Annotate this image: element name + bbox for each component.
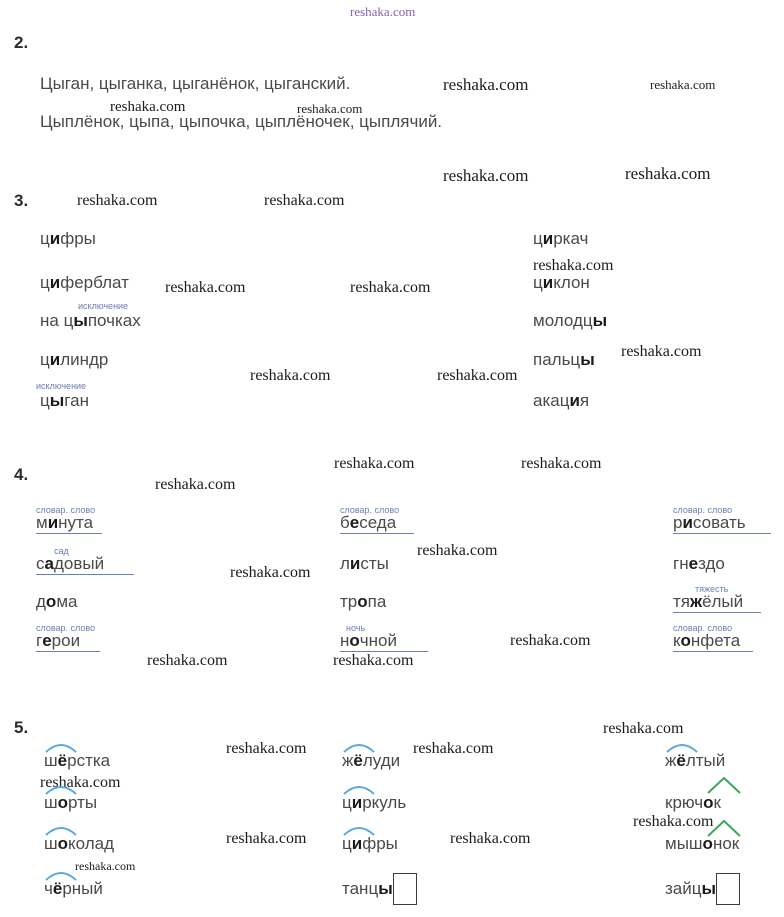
watermark: reshaka.com xyxy=(155,476,236,493)
word-underline xyxy=(673,612,761,613)
exercise-2-line-2: Цыплёнок, цыпа, цыпочка, цыплёночек, цыплячий. xyxy=(40,112,443,131)
watermark: reshaka.com xyxy=(250,367,331,384)
watermark: reshaka.com xyxy=(443,166,529,185)
word-item: шоколад xyxy=(44,834,115,853)
watermark: reshaka.com xyxy=(633,813,714,830)
letter-box xyxy=(393,873,417,905)
word-item: зайцы xyxy=(665,879,717,898)
word-note: исключение xyxy=(36,381,87,391)
word-item: минута xyxy=(36,513,94,532)
word-note: ночь xyxy=(346,623,366,633)
word-item: садовый xyxy=(36,554,105,573)
word-item: листы xyxy=(340,554,389,573)
word-underline xyxy=(36,574,134,575)
watermark: reshaka.com xyxy=(533,257,614,274)
word-note: словар. слово xyxy=(340,505,400,515)
word-item: беседа xyxy=(340,513,397,532)
word-item: крючок xyxy=(665,793,721,812)
word-underline xyxy=(340,651,428,652)
word-item: циркуль xyxy=(342,793,407,812)
watermark: reshaka.com xyxy=(603,720,684,737)
exercise-number-2: 2. xyxy=(14,33,29,52)
word-item: акация xyxy=(533,391,590,410)
watermark: reshaka.com xyxy=(417,542,498,559)
word-item: циркач xyxy=(533,229,589,248)
word-underline xyxy=(673,533,771,534)
word-note: словар. слово xyxy=(673,623,733,633)
word-underline xyxy=(36,533,102,534)
watermark: reshaka.com xyxy=(333,652,414,669)
word-item: тяжёлый xyxy=(673,592,744,611)
watermark: reshaka.com xyxy=(350,4,416,19)
word-item: жёлуди xyxy=(342,751,401,770)
word-note: словар. слово xyxy=(36,505,96,515)
word-item: шёрстка xyxy=(44,751,111,770)
watermark: reshaka.com xyxy=(40,774,121,791)
word-note: словар. слово xyxy=(36,623,96,633)
watermark: reshaka.com xyxy=(450,830,531,847)
watermark: reshaka.com xyxy=(625,164,711,183)
word-item: цилиндр xyxy=(40,350,109,369)
exercise-number-5: 5. xyxy=(14,718,29,737)
word-underline xyxy=(36,651,100,652)
watermark: reshaka.com xyxy=(297,101,363,116)
word-item: циклон xyxy=(533,273,590,292)
watermark: reshaka.com xyxy=(443,75,529,94)
word-item: цифры xyxy=(40,229,96,248)
exercise-number-3: 3. xyxy=(14,191,29,210)
watermark: reshaka.com xyxy=(350,279,431,296)
word-item: ночной xyxy=(340,631,397,650)
watermark: reshaka.com xyxy=(437,367,518,384)
caret-mark-icon xyxy=(706,775,742,795)
word-item: тропа xyxy=(340,592,387,611)
word-item: танцы xyxy=(342,879,393,898)
word-item: рисовать xyxy=(673,513,746,532)
word-underline xyxy=(673,651,753,652)
exercise-number-4: 4. xyxy=(14,465,29,484)
word-item: дома xyxy=(36,592,78,611)
word-item: цифры xyxy=(342,834,398,853)
exercise-2-line-1: Цыган, цыганка, цыганёнок, цыганский. xyxy=(40,74,351,93)
word-item: герои xyxy=(36,631,81,650)
watermark: reshaka.com xyxy=(226,830,307,847)
watermark: reshaka.com xyxy=(226,740,307,757)
word-item: пальцы xyxy=(533,350,595,369)
word-item: циферблат xyxy=(40,273,129,292)
watermark: reshaka.com xyxy=(77,192,158,209)
word-item: жёлтый xyxy=(665,751,726,770)
watermark: reshaka.com xyxy=(510,632,591,649)
word-item: шорты xyxy=(44,793,98,812)
word-note: тяжесть xyxy=(695,584,729,594)
letter-box xyxy=(716,873,740,905)
word-item: гнездо xyxy=(673,554,725,573)
watermark: reshaka.com xyxy=(334,455,415,472)
watermark: reshaka.com xyxy=(650,77,716,92)
word-note: сад xyxy=(54,546,69,556)
watermark: reshaka.com xyxy=(621,343,702,360)
word-item: цыган xyxy=(40,391,89,410)
watermark: reshaka.com xyxy=(230,564,311,581)
word-note: словар. слово xyxy=(673,505,733,515)
word-item: молодцы xyxy=(533,311,608,330)
watermark: reshaka.com xyxy=(75,859,136,873)
word-item: на цыпочках xyxy=(40,311,141,330)
word-note: исключение xyxy=(78,301,129,311)
watermark: reshaka.com xyxy=(413,740,494,757)
watermark: reshaka.com xyxy=(110,99,186,115)
watermark: reshaka.com xyxy=(165,279,246,296)
word-underline xyxy=(340,533,414,534)
watermark: reshaka.com xyxy=(264,192,345,209)
word-item: чёрный xyxy=(44,879,103,898)
watermark: reshaka.com xyxy=(147,652,228,669)
watermark: reshaka.com xyxy=(521,455,602,472)
word-item: мышонок xyxy=(665,834,740,853)
word-item: конфета xyxy=(673,631,741,650)
